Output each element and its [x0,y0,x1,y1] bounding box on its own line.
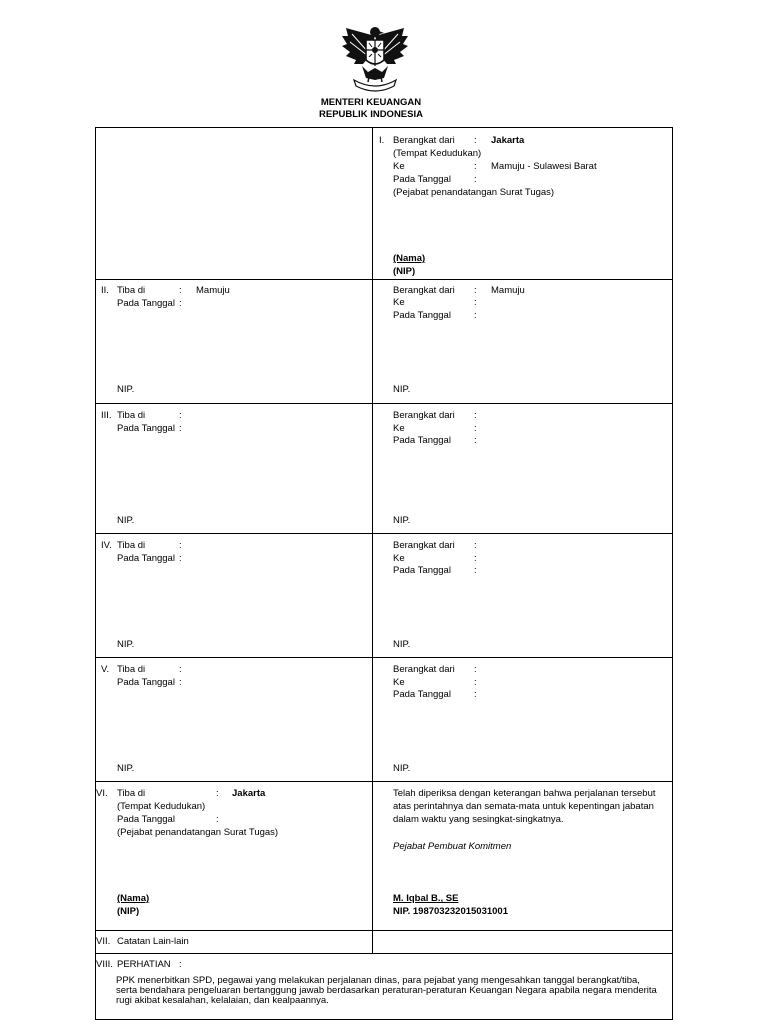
signer-nip: (NIP) [117,906,140,917]
colon: : [474,565,477,576]
row-divider [96,781,672,782]
departure-value: Jakarta [491,135,525,146]
section-number: VII. [96,936,111,947]
origin-note: (Tempat Kedudukan) [393,148,482,159]
departure-label: Berangkat dari [393,664,455,675]
row-divider [96,953,672,954]
departure-label: Berangkat dari [393,410,455,421]
verification-text: Telah diperiksa dengan keterangan bahwa perjalanan tersebut [393,788,656,799]
colon: : [179,553,182,564]
attention-text: PPK menerbitkan SPD, pegawai yang melakukan perjalanan dinas, para pejabat yang mengesahkan tanggal berangkat/tiba, serta bendahara pengeluaran bertanggung jawab berdasarkan peraturan-peraturan Keuangan Negara apabila negara menderita rugi akibat kesalahan, kelalaian, dan kealpaannya. [116,975,657,1006]
arrival-value: Jakarta [232,788,266,799]
travel-order-form [95,127,673,1020]
row-divider [96,403,672,404]
colon: : [474,285,477,296]
attention-label: PERHATIAN [117,959,171,970]
signer-note: (Pejabat penandatangan Surat Tugas) [117,827,279,838]
garuda-emblem-icon [338,22,412,96]
date-label: Pada Tanggal [393,310,451,321]
nip-label: NIP. [393,639,411,650]
destination-label: Ke [393,553,405,564]
column-divider [372,128,373,953]
arrival-label: Tiba di [117,285,146,296]
colon: : [179,677,182,688]
colon: : [474,677,477,688]
colon: : [179,410,182,421]
section-number: VI. [96,788,108,799]
date-label: Pada Tanggal [117,298,175,309]
date-label: Pada Tanggal [393,565,451,576]
colon: : [474,161,477,172]
colon: : [179,959,182,970]
departure-value: Mamuju [491,285,525,296]
departure-label: Berangkat dari [393,135,455,146]
nip-label: NIP. [393,515,411,526]
colon: : [474,297,477,308]
destination-label: Ke [393,297,405,308]
section-number: III. [101,410,112,421]
colon: : [474,540,477,551]
date-label: Pada Tanggal [117,553,175,564]
colon: : [474,664,477,675]
date-label: Pada Tanggal [393,689,451,700]
official-name: M. Iqbal B., SE [393,893,459,904]
colon: : [474,135,477,146]
row-divider [96,657,672,658]
colon: : [179,285,182,296]
arrival-value: Mamuju [196,285,230,296]
colon: : [179,298,182,309]
destination-label: Ke [393,423,405,434]
section-number: IV. [101,540,112,551]
colon: : [474,689,477,700]
colon: : [179,423,182,434]
date-label: Pada Tanggal [117,423,175,434]
section-number: VIII. [96,959,113,970]
row-divider [96,533,672,534]
colon: : [474,553,477,564]
notes-label: Catatan Lain-lain [117,936,189,947]
nip-label: NIP. [393,763,411,774]
row-divider [96,279,672,280]
nip-label: NIP. [393,384,411,395]
destination-label: Ke [393,677,405,688]
official-nip: NIP. 198703232015031001 [393,906,508,917]
verification-text: atas perintahnya dan semata-mata untuk kepentingan jabatan [393,801,654,812]
ministry-title: MENTERI KEUANGAN [320,97,422,108]
signer-name: (Nama) [117,893,150,904]
signer-nip: (NIP) [393,266,416,277]
date-label: Pada Tanggal [393,435,451,446]
destination-label: Ke [393,161,405,172]
signer-note: (Pejabat penandatangan Surat Tugas) [393,187,555,198]
colon: : [474,435,477,446]
colon: : [179,664,182,675]
departure-label: Berangkat dari [393,540,455,551]
colon: : [474,423,477,434]
nip-label: NIP. [117,639,135,650]
section-number: II. [101,285,109,296]
section-number: V. [101,664,110,675]
verification-text: dalam waktu yang sesingkat-singkatnya. [393,814,564,825]
date-label: Pada Tanggal [117,677,175,688]
nip-label: NIP. [117,384,135,395]
colon: : [216,814,219,825]
departure-label: Berangkat dari [393,285,455,296]
nip-label: NIP. [117,763,135,774]
arrival-label: Tiba di [117,664,146,675]
arrival-label: Tiba di [117,788,146,799]
colon: : [179,540,182,551]
ministry-subtitle: REPUBLIK INDONESIA [319,109,423,120]
date-label: Pada Tanggal [393,174,451,185]
destination-value: Mamuju - Sulawesi Barat [491,161,597,172]
section-number: I. [379,135,385,146]
colon: : [474,174,477,185]
colon: : [474,410,477,421]
arrival-label: Tiba di [117,410,146,421]
nip-label: NIP. [117,515,135,526]
colon: : [216,788,219,799]
colon: : [474,310,477,321]
row-divider [96,930,672,931]
arrival-label: Tiba di [117,540,146,551]
origin-note: (Tempat Kedudukan) [117,801,206,812]
official-role: Pejabat Pembuat Komitmen [393,841,512,852]
date-label: Pada Tanggal [117,814,175,825]
signer-name: (Nama) [393,253,426,264]
